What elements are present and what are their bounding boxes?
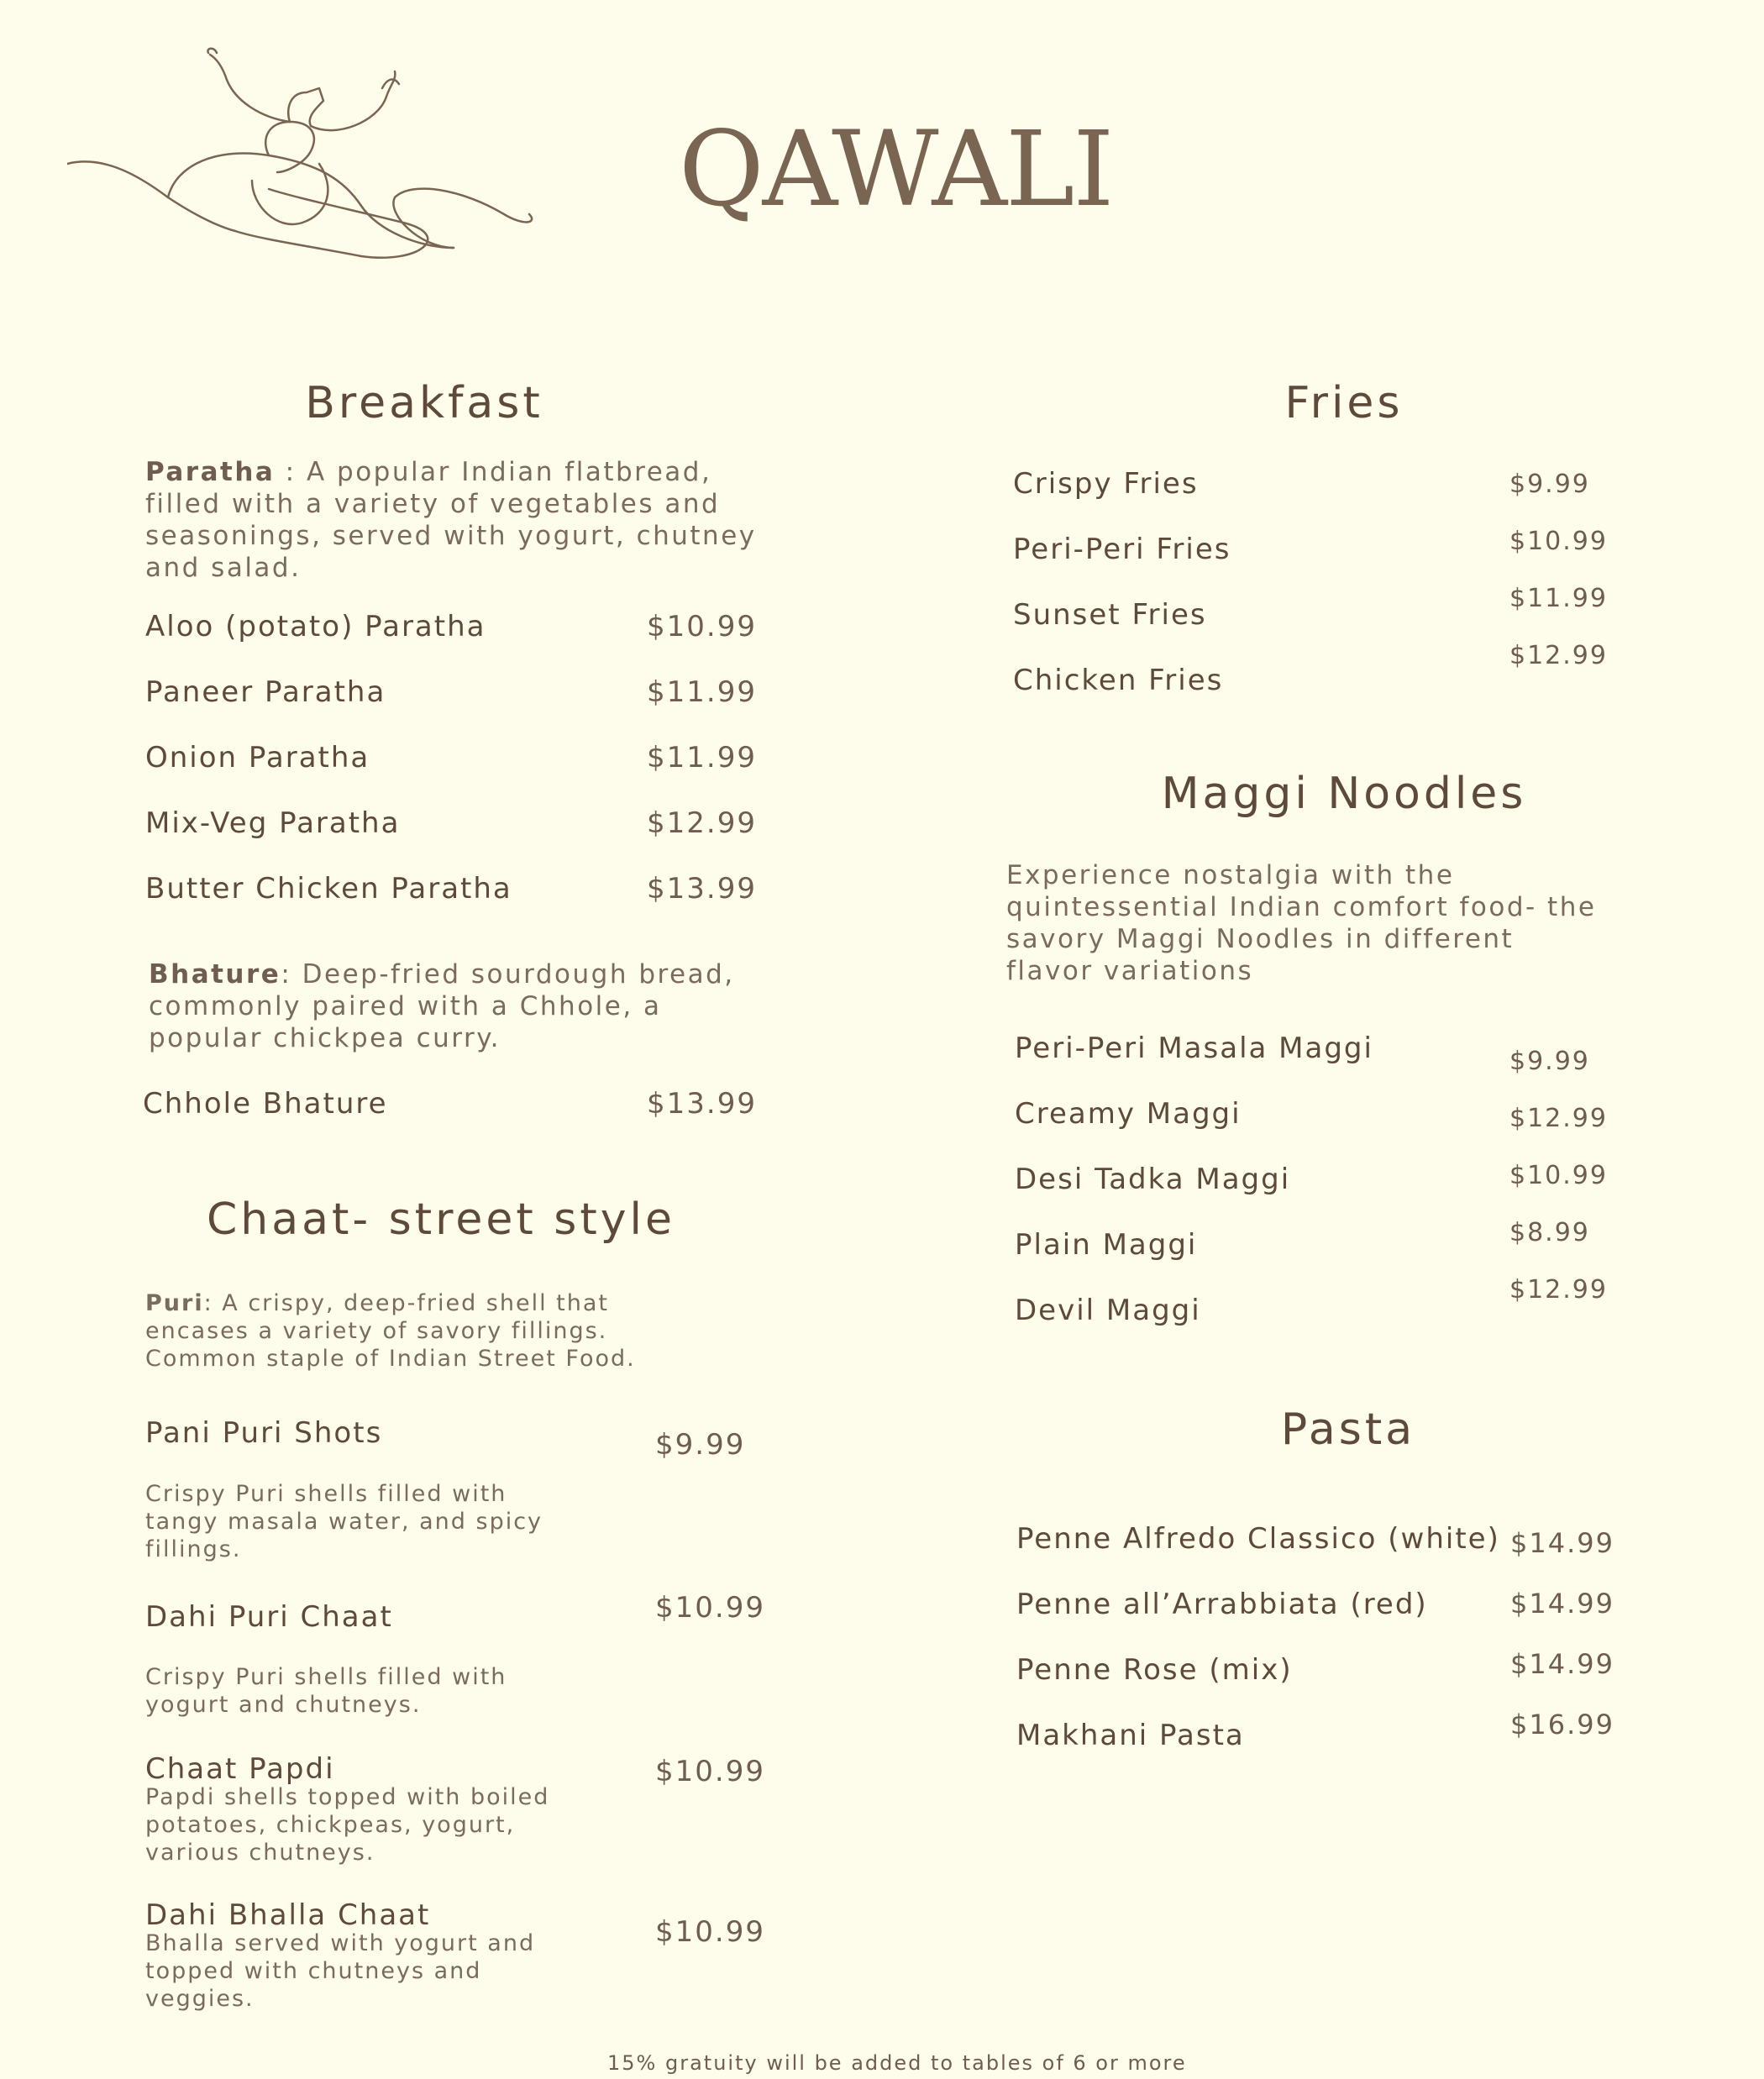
menu-item-name: Peri-Peri Fries [1013,533,1231,566]
menu-item-price: $12.99 [647,806,757,840]
menu-item-name: Aloo (potato) Paratha [145,610,486,643]
menu-item-price: $10.99 [1509,1161,1608,1190]
menu-item-price: $11.99 [647,741,757,774]
menu-item-name: Chhole Bhature [143,1087,388,1121]
menu-item-price: $9.99 [1509,1047,1590,1076]
menu-item-price: $10.99 [655,1915,765,1949]
puri-desc-text: : A crispy, deep-fried shell that encases a variety of savory fillings. Common staple of Indian Street Food. [145,1290,636,1372]
qawwali-dancer-logo [67,46,538,307]
menu-item-description: Papdi shells topped with boiled potatoes, chickpeas, yogurt, various chutneys. [145,1784,550,1866]
section-title-fries: Fries [1284,378,1404,428]
menu-item-name: Penne Rose (mix) [1016,1653,1293,1687]
menu-item-price: $11.99 [647,675,757,709]
menu-item-name: Sunset Fries [1013,598,1207,632]
menu-item-price: $12.99 [1509,1275,1608,1305]
menu-item-price: $13.99 [647,872,757,906]
menu-item-price: $14.99 [1510,1648,1614,1680]
menu-item-price: $9.99 [1509,470,1590,499]
gratuity-note: 15% gratuity will be added to tables of 6 or more [607,2051,1187,2075]
menu-item-name: Dahi Puri Chaat [145,1600,393,1634]
menu-item-name: Mix-Veg Paratha [145,806,401,840]
menu-item-name: Chicken Fries [1013,664,1224,697]
menu-item-price: $10.99 [647,610,757,643]
menu-item-name: Peri-Peri Masala Maggi [1015,1032,1373,1065]
menu-item-name: Makhani Pasta [1016,1719,1245,1752]
menu-item-description: Bhalla served with yogurt and topped with chutneys and veggies. [145,1930,536,2012]
menu-item-price: $10.99 [1509,527,1608,556]
restaurant-logo-title: QAWALI [679,109,1113,230]
bhature-description [149,958,753,1054]
menu-item-price: $14.99 [1510,1588,1614,1620]
menu-item-name: Devil Maggi [1015,1294,1201,1327]
menu-item-name: Pani Puri Shots [145,1416,383,1450]
menu-item-name: Chaat Papdi [145,1752,335,1786]
menu-item-price: $16.99 [1510,1709,1614,1740]
menu-item-price: $9.99 [655,1428,746,1462]
section-title-breakfast: Breakfast [305,378,543,428]
menu-item-price: $11.99 [1509,584,1608,613]
menu-item-price: $10.99 [655,1755,765,1788]
section-title-maggi: Maggi Noodles [1161,769,1527,819]
puri-label: Puri [145,1290,204,1316]
menu-item-name: Plain Maggi [1015,1228,1198,1262]
paratha-label: Paratha [145,457,276,487]
menu-item-price: $13.99 [647,1087,757,1121]
menu-item-name: Crispy Fries [1013,467,1199,501]
menu-item-name: Onion Paratha [145,741,370,774]
menu-item-name: Paneer Paratha [145,675,386,709]
paratha-description [145,456,759,584]
paratha-desc-text: : A popular Indian flatbread, filled with a variety of vegetables and seasonings, served with yogurt, chutney and salad. [145,457,757,583]
menu-item-name: Butter Chicken Paratha [145,872,512,906]
maggi-description: Experience nostalgia with the quintessential Indian comfort food- the savory Maggi Noodles in different flavor variations [1006,860,1597,986]
menu-item-price: $14.99 [1510,1527,1614,1559]
menu-item-price: $10.99 [655,1591,765,1625]
menu-item-name: Penne all’Arrabbiata (red) [1016,1588,1428,1621]
menu-item-price: $12.99 [1509,641,1608,670]
bhature-desc-text: : Deep-fried sourdough bread, commonly paired with a Chhole, a popular chickpea curry. [149,959,735,1053]
menu-item-price: $8.99 [1509,1218,1590,1247]
bhature-label: Bhature [149,959,281,990]
section-title-pasta: Pasta [1280,1404,1416,1455]
menu-item-name: Penne Alfredo Classico (white) [1016,1522,1500,1556]
menu-item-name: Creamy Maggi [1015,1097,1242,1131]
menu-item-name: Dahi Bhalla Chaat [145,1898,431,1932]
section-title-chaat: Chaat- street style [207,1194,675,1245]
puri-description [145,1289,700,1373]
menu-item-price: $12.99 [1509,1104,1608,1133]
menu-item-description: Crispy Puri shells filled with tangy masala water, and spicy fillings. [145,1481,543,1562]
menu-item-name: Desi Tadka Maggi [1015,1163,1291,1196]
menu-item-description: Crispy Puri shells filled with yogurt and chutneys. [145,1664,507,1718]
